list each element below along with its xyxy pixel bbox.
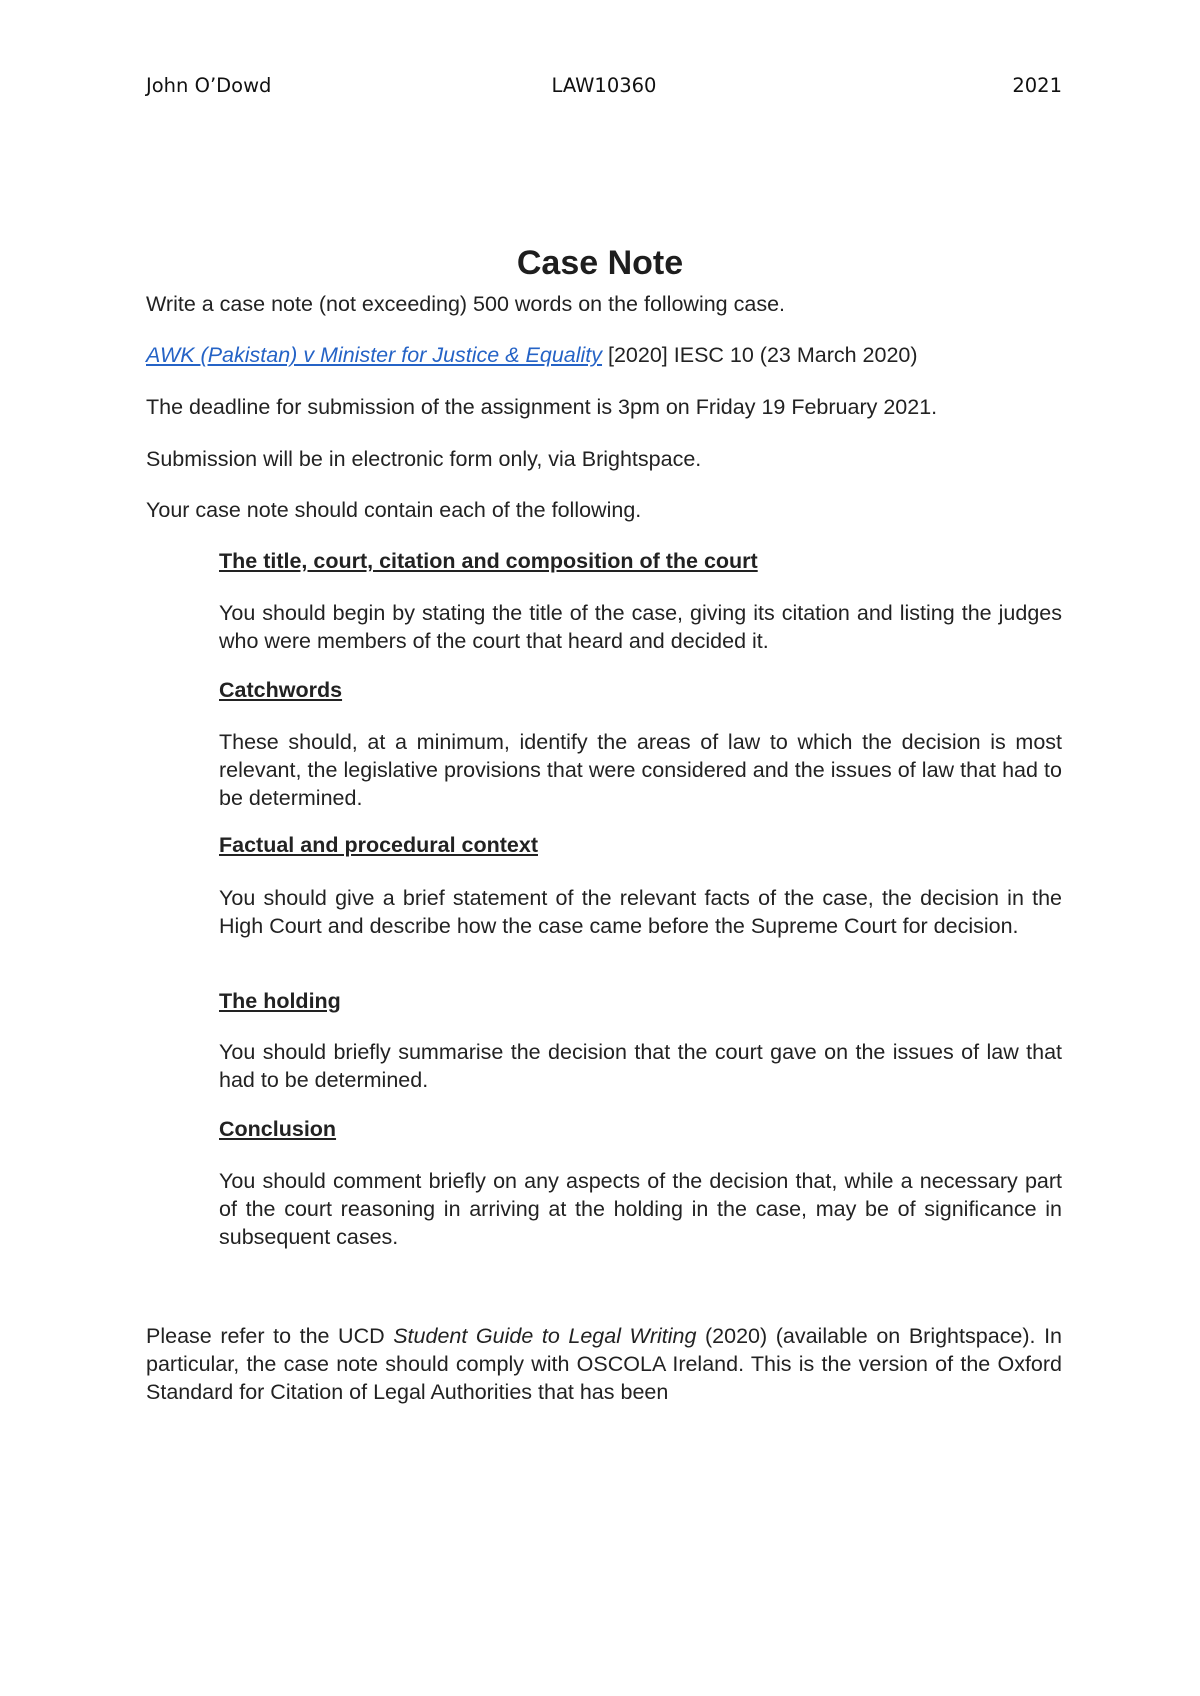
closing-text-before: Please refer to the UCD <box>146 1324 394 1348</box>
section-body: You should comment briefly on any aspects of the decision that, while a necessary part of the court reasoning in arriving at the holding in the case, may be of significance in subsequent cases. <box>219 1169 1062 1249</box>
student-guide-title: Student Guide to Legal Writing <box>393 1324 697 1348</box>
intro-paragraph: Write a case note (not exceeding) 500 words on the following case. <box>146 292 785 316</box>
section-body: These should, at a minimum, identify the areas of law to which the decision is most relevant, the legislative provisions that were considered and the issues of law that had to be determined. <box>219 730 1062 810</box>
section-body: You should briefly summarise the decision that the court gave on the issues of law that had to be determined. <box>219 1040 1062 1092</box>
section-body: You should begin by stating the title of the case, giving its citation and listing the judges who were members of the court that heard and decided it. <box>219 601 1062 653</box>
case-citation: [2020] IESC 10 (23 March 2020) <box>602 343 918 367</box>
document-title: Case Note <box>516 244 684 282</box>
submission-paragraph: Submission will be in electronic form only, via Brightspace. <box>146 447 702 471</box>
header-module-code: LAW10360 <box>551 74 657 97</box>
case-citation-paragraph <box>146 341 1062 369</box>
section-heading: Catchwords <box>219 678 343 702</box>
header-year: 2021 <box>1012 74 1062 97</box>
closing-text-after: (2020) (available on Brightspace). In particular, the case note should comply with OSCOLA Ireland. This is the version of the Oxford Standard for Citation of Legal Authorities that has been <box>146 1324 1062 1404</box>
section-heading: Factual and procedural context <box>219 833 538 857</box>
case-link[interactable]: AWK (Pakistan) v Minister for Justice & Equality <box>146 343 603 367</box>
section-heading: The title, court, citation and composition of the court <box>219 549 758 573</box>
contains-paragraph: Your case note should contain each of the following. <box>146 498 642 522</box>
section-body: You should give a brief statement of the relevant facts of the case, the decision in the High Court and describe how the case came before the Supreme Court for decision. <box>219 886 1062 938</box>
header-author: John O’Dowd <box>146 74 272 97</box>
closing-paragraph <box>146 1322 1062 1406</box>
deadline-paragraph: The deadline for submission of the assignment is 3pm on Friday 19 February 2021. <box>146 395 938 419</box>
section-heading: Conclusion <box>219 1117 337 1141</box>
section-heading: The holding <box>219 989 341 1013</box>
page-header <box>146 74 1062 102</box>
